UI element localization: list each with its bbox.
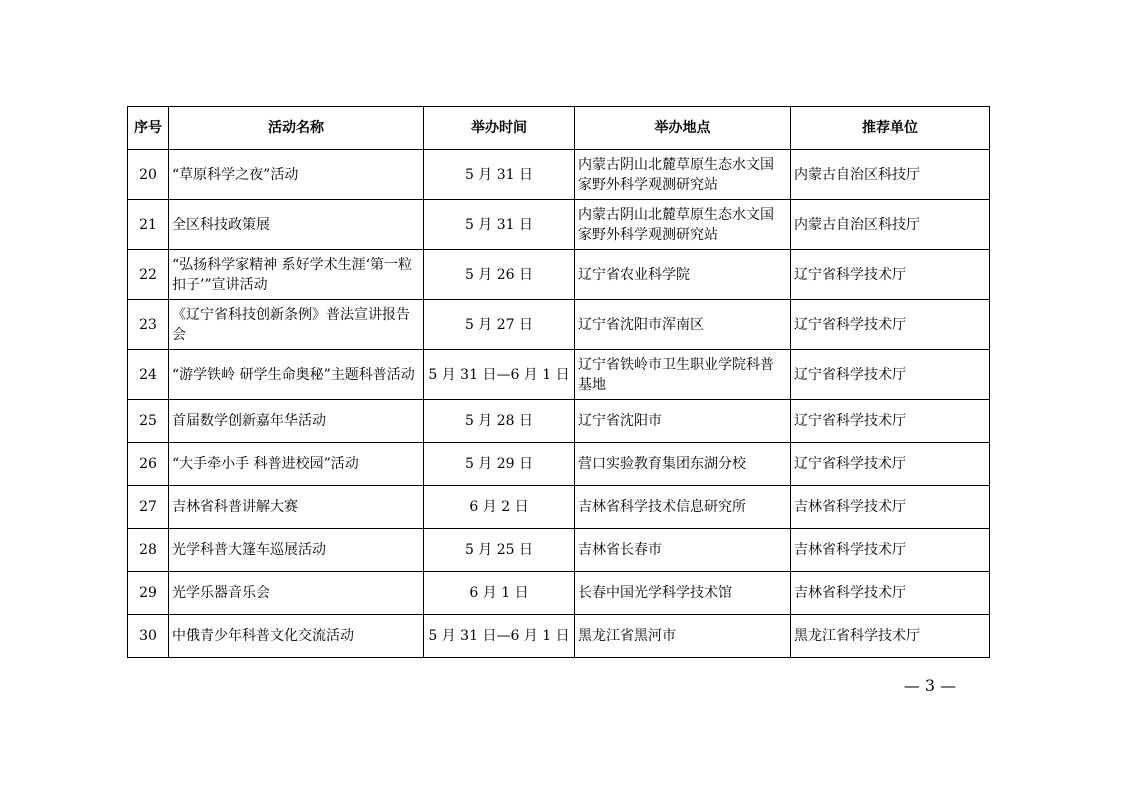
header-name: 活动名称 bbox=[169, 107, 424, 150]
cell-time: 5 月 27 日 bbox=[424, 300, 575, 350]
cell-place: 内蒙古阴山北麓草原生态水文国家野外科学观测研究站 bbox=[575, 150, 791, 200]
cell-place: 内蒙古阴山北麓草原生态水文国家野外科学观测研究站 bbox=[575, 200, 791, 250]
cell-place: 辽宁省铁岭市卫生职业学院科普基地 bbox=[575, 350, 791, 400]
cell-name: 全区科技政策展 bbox=[169, 200, 424, 250]
cell-name: 光学乐器音乐会 bbox=[169, 572, 424, 615]
cell-name: 光学科普大篷车巡展活动 bbox=[169, 529, 424, 572]
cell-time: 5 月 26 日 bbox=[424, 250, 575, 300]
page-number: — 3 — bbox=[903, 676, 957, 695]
cell-unit: 吉林省科学技术厅 bbox=[791, 572, 990, 615]
table-header-row bbox=[128, 107, 990, 150]
table-row bbox=[128, 529, 990, 572]
cell-unit: 辽宁省科学技术厅 bbox=[791, 443, 990, 486]
cell-name: “弘扬科学家精神 系好学术生涯‘第一粒扣子’”宣讲活动 bbox=[169, 250, 424, 300]
cell-no: 29 bbox=[128, 572, 169, 615]
cell-unit: 辽宁省科学技术厅 bbox=[791, 350, 990, 400]
header-no: 序号 bbox=[128, 107, 169, 150]
header-place: 举办地点 bbox=[575, 107, 791, 150]
cell-place: 营口实验教育集团东湖分校 bbox=[575, 443, 791, 486]
cell-unit: 黑龙江省科学技术厅 bbox=[791, 615, 990, 658]
cell-name: 中俄青少年科普文化交流活动 bbox=[169, 615, 424, 658]
table-row bbox=[128, 350, 990, 400]
table-row bbox=[128, 615, 990, 658]
cell-name: “大手牵小手 科普进校园”活动 bbox=[169, 443, 424, 486]
cell-time: 5 月 31 日—6 月 1 日 bbox=[424, 615, 575, 658]
cell-unit: 辽宁省科学技术厅 bbox=[791, 300, 990, 350]
activity-table bbox=[127, 106, 990, 658]
table-row bbox=[128, 400, 990, 443]
cell-time: 6 月 1 日 bbox=[424, 572, 575, 615]
cell-name: 吉林省科普讲解大赛 bbox=[169, 486, 424, 529]
cell-unit: 辽宁省科学技术厅 bbox=[791, 250, 990, 300]
table-row bbox=[128, 200, 990, 250]
cell-unit: 内蒙古自治区科技厅 bbox=[791, 200, 990, 250]
cell-time: 5 月 29 日 bbox=[424, 443, 575, 486]
cell-unit: 吉林省科学技术厅 bbox=[791, 529, 990, 572]
cell-no: 30 bbox=[128, 615, 169, 658]
cell-time: 5 月 28 日 bbox=[424, 400, 575, 443]
cell-no: 23 bbox=[128, 300, 169, 350]
header-unit: 推荐单位 bbox=[791, 107, 990, 150]
cell-no: 27 bbox=[128, 486, 169, 529]
table-row bbox=[128, 486, 990, 529]
table-row bbox=[128, 150, 990, 200]
cell-place: 辽宁省农业科学院 bbox=[575, 250, 791, 300]
cell-unit: 内蒙古自治区科技厅 bbox=[791, 150, 990, 200]
cell-place: 辽宁省沈阳市 bbox=[575, 400, 791, 443]
cell-name: “游学铁岭 研学生命奥秘”主题科普活动 bbox=[169, 350, 424, 400]
cell-place: 辽宁省沈阳市浑南区 bbox=[575, 300, 791, 350]
cell-place: 黑龙江省黑河市 bbox=[575, 615, 791, 658]
cell-unit: 辽宁省科学技术厅 bbox=[791, 400, 990, 443]
cell-time: 5 月 31 日 bbox=[424, 150, 575, 200]
cell-name: 《辽宁省科技创新条例》普法宣讲报告会 bbox=[169, 300, 424, 350]
cell-name: 首届数学创新嘉年华活动 bbox=[169, 400, 424, 443]
cell-name: “草原科学之夜”活动 bbox=[169, 150, 424, 200]
cell-time: 6 月 2 日 bbox=[424, 486, 575, 529]
cell-place: 吉林省科学技术信息研究所 bbox=[575, 486, 791, 529]
table-row bbox=[128, 250, 990, 300]
cell-time: 5 月 31 日—6 月 1 日 bbox=[424, 350, 575, 400]
cell-no: 24 bbox=[128, 350, 169, 400]
cell-place: 吉林省长春市 bbox=[575, 529, 791, 572]
cell-time: 5 月 25 日 bbox=[424, 529, 575, 572]
cell-unit: 吉林省科学技术厅 bbox=[791, 486, 990, 529]
cell-no: 28 bbox=[128, 529, 169, 572]
table-row bbox=[128, 300, 990, 350]
table-row bbox=[128, 443, 990, 486]
cell-no: 21 bbox=[128, 200, 169, 250]
cell-time: 5 月 31 日 bbox=[424, 200, 575, 250]
cell-no: 26 bbox=[128, 443, 169, 486]
table-row bbox=[128, 572, 990, 615]
cell-no: 22 bbox=[128, 250, 169, 300]
cell-place: 长春中国光学科学技术馆 bbox=[575, 572, 791, 615]
cell-no: 20 bbox=[128, 150, 169, 200]
header-time: 举办时间 bbox=[424, 107, 575, 150]
cell-no: 25 bbox=[128, 400, 169, 443]
